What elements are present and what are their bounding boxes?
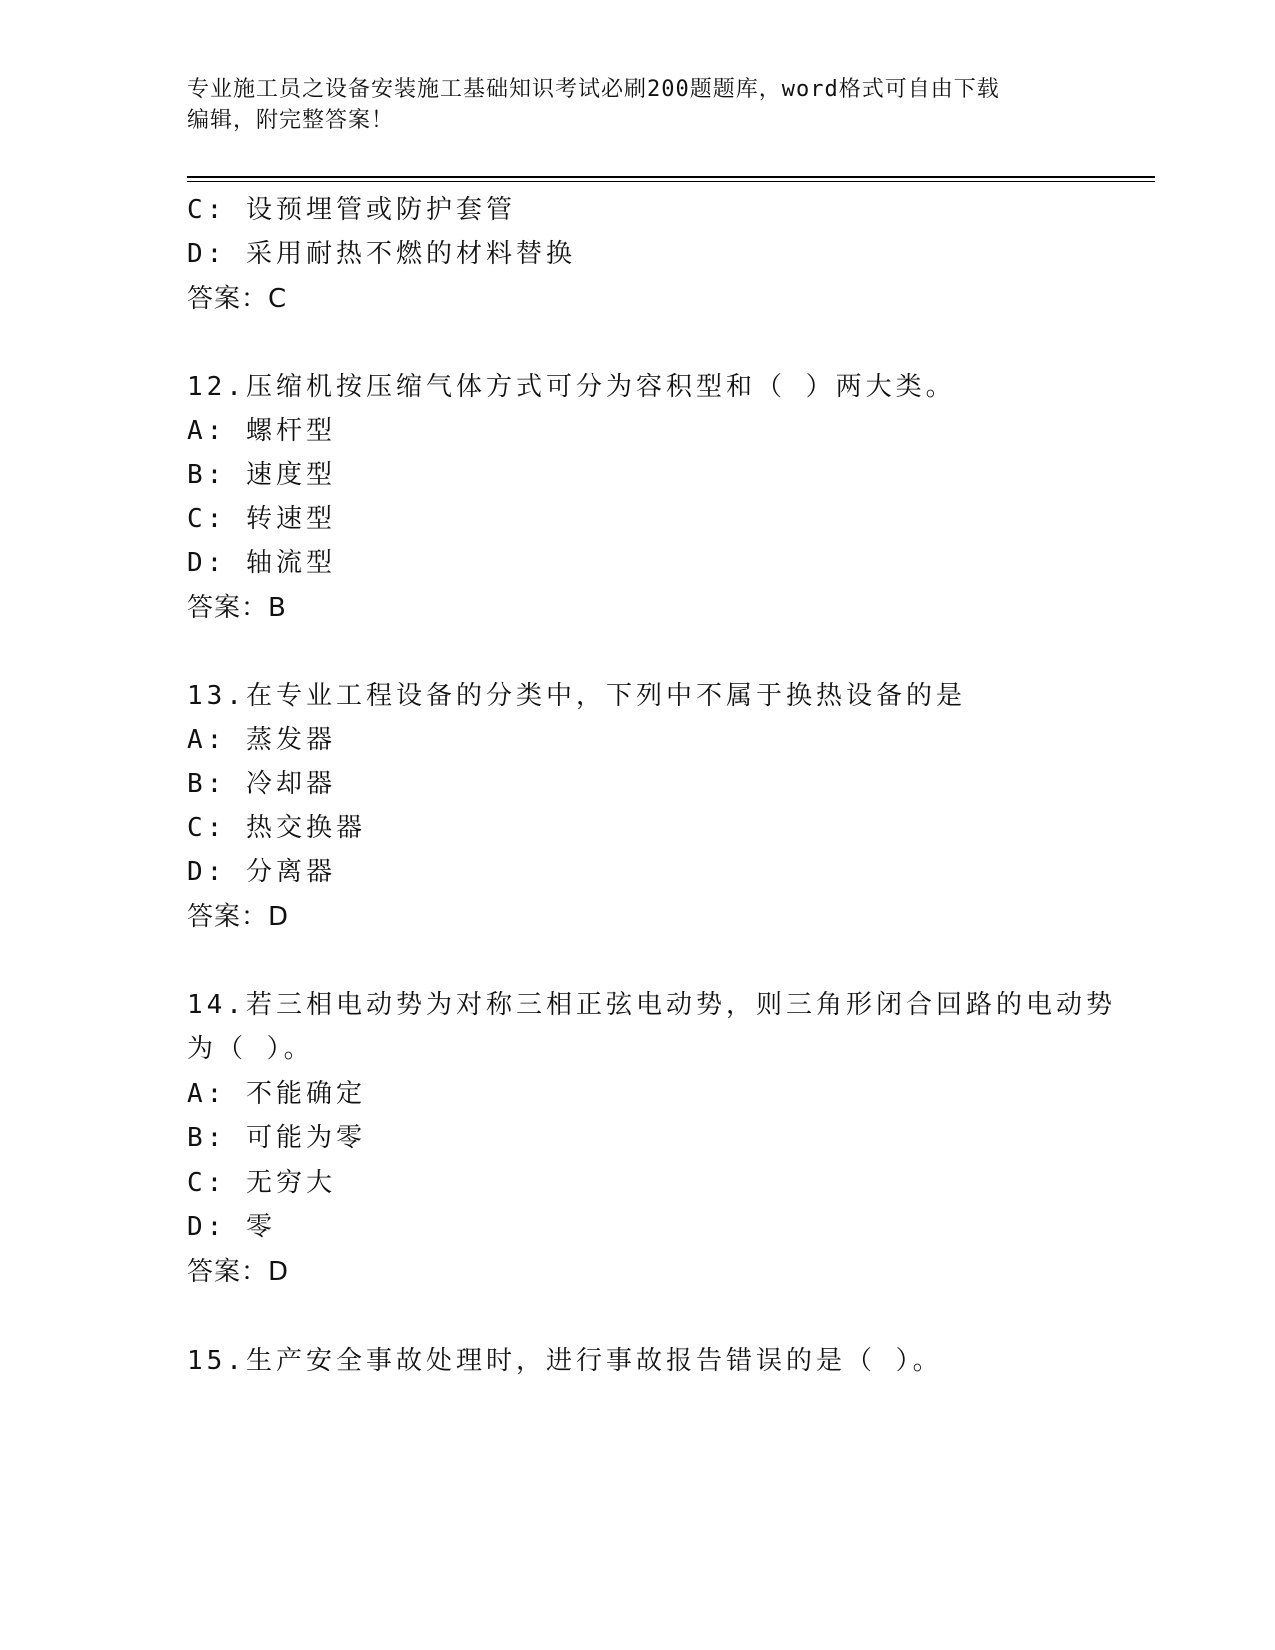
q11-answer: 答案：C <box>187 284 288 314</box>
q12-option-d: D: 轴流型 <box>187 548 336 578</box>
header-title-line-2: 编辑，附完整答案！ <box>187 108 395 133</box>
header-title-line-1: 专业施工员之设备安装施工基础知识考试必刷200题题库，word格式可自由下载 <box>187 77 1000 102</box>
document-header <box>187 74 1067 136</box>
header-divider-thick <box>187 176 1155 178</box>
q15-question: 15.生产安全事故处理时，进行事故报告错误的是（ ）。 <box>187 1346 943 1376</box>
q13-question: 13.在专业工程设备的分类中，下列中不属于换热设备的是 <box>187 681 966 711</box>
q12-answer: 答案：B <box>187 593 287 623</box>
q12-question: 12.压缩机按压缩气体方式可分为容积型和（ ）两大类。 <box>187 372 956 402</box>
q14-option-d: D: 零 <box>187 1212 276 1242</box>
q12-option-b: B: 速度型 <box>187 460 336 490</box>
q13-option-c: C: 热交换器 <box>187 813 366 843</box>
q13-option-d: D: 分离器 <box>187 857 336 887</box>
q13-answer: 答案：D <box>187 902 290 932</box>
q12-option-a: A: 螺杆型 <box>187 416 336 446</box>
q11-option-c: C: 设预埋管或防护套管 <box>187 195 516 225</box>
q14-question-line-1: 14.若三相电动势为对称三相正弦电动势，则三角形闭合回路的电动势 <box>187 990 1116 1020</box>
q14-option-b: B: 可能为零 <box>187 1123 366 1153</box>
q14-answer: 答案：D <box>187 1257 290 1287</box>
header-divider-thin <box>187 181 1155 182</box>
q14-option-a: A: 不能确定 <box>187 1079 366 1109</box>
q13-option-a: A: 蒸发器 <box>187 725 336 755</box>
q14-question-line-2: 为（ ）。 <box>187 1034 314 1064</box>
q14-option-c: C: 无穷大 <box>187 1168 336 1198</box>
q12-option-c: C: 转速型 <box>187 504 336 534</box>
q11-option-d: D: 采用耐热不燃的材料替换 <box>187 239 576 269</box>
q13-option-b: B: 冷却器 <box>187 769 336 799</box>
